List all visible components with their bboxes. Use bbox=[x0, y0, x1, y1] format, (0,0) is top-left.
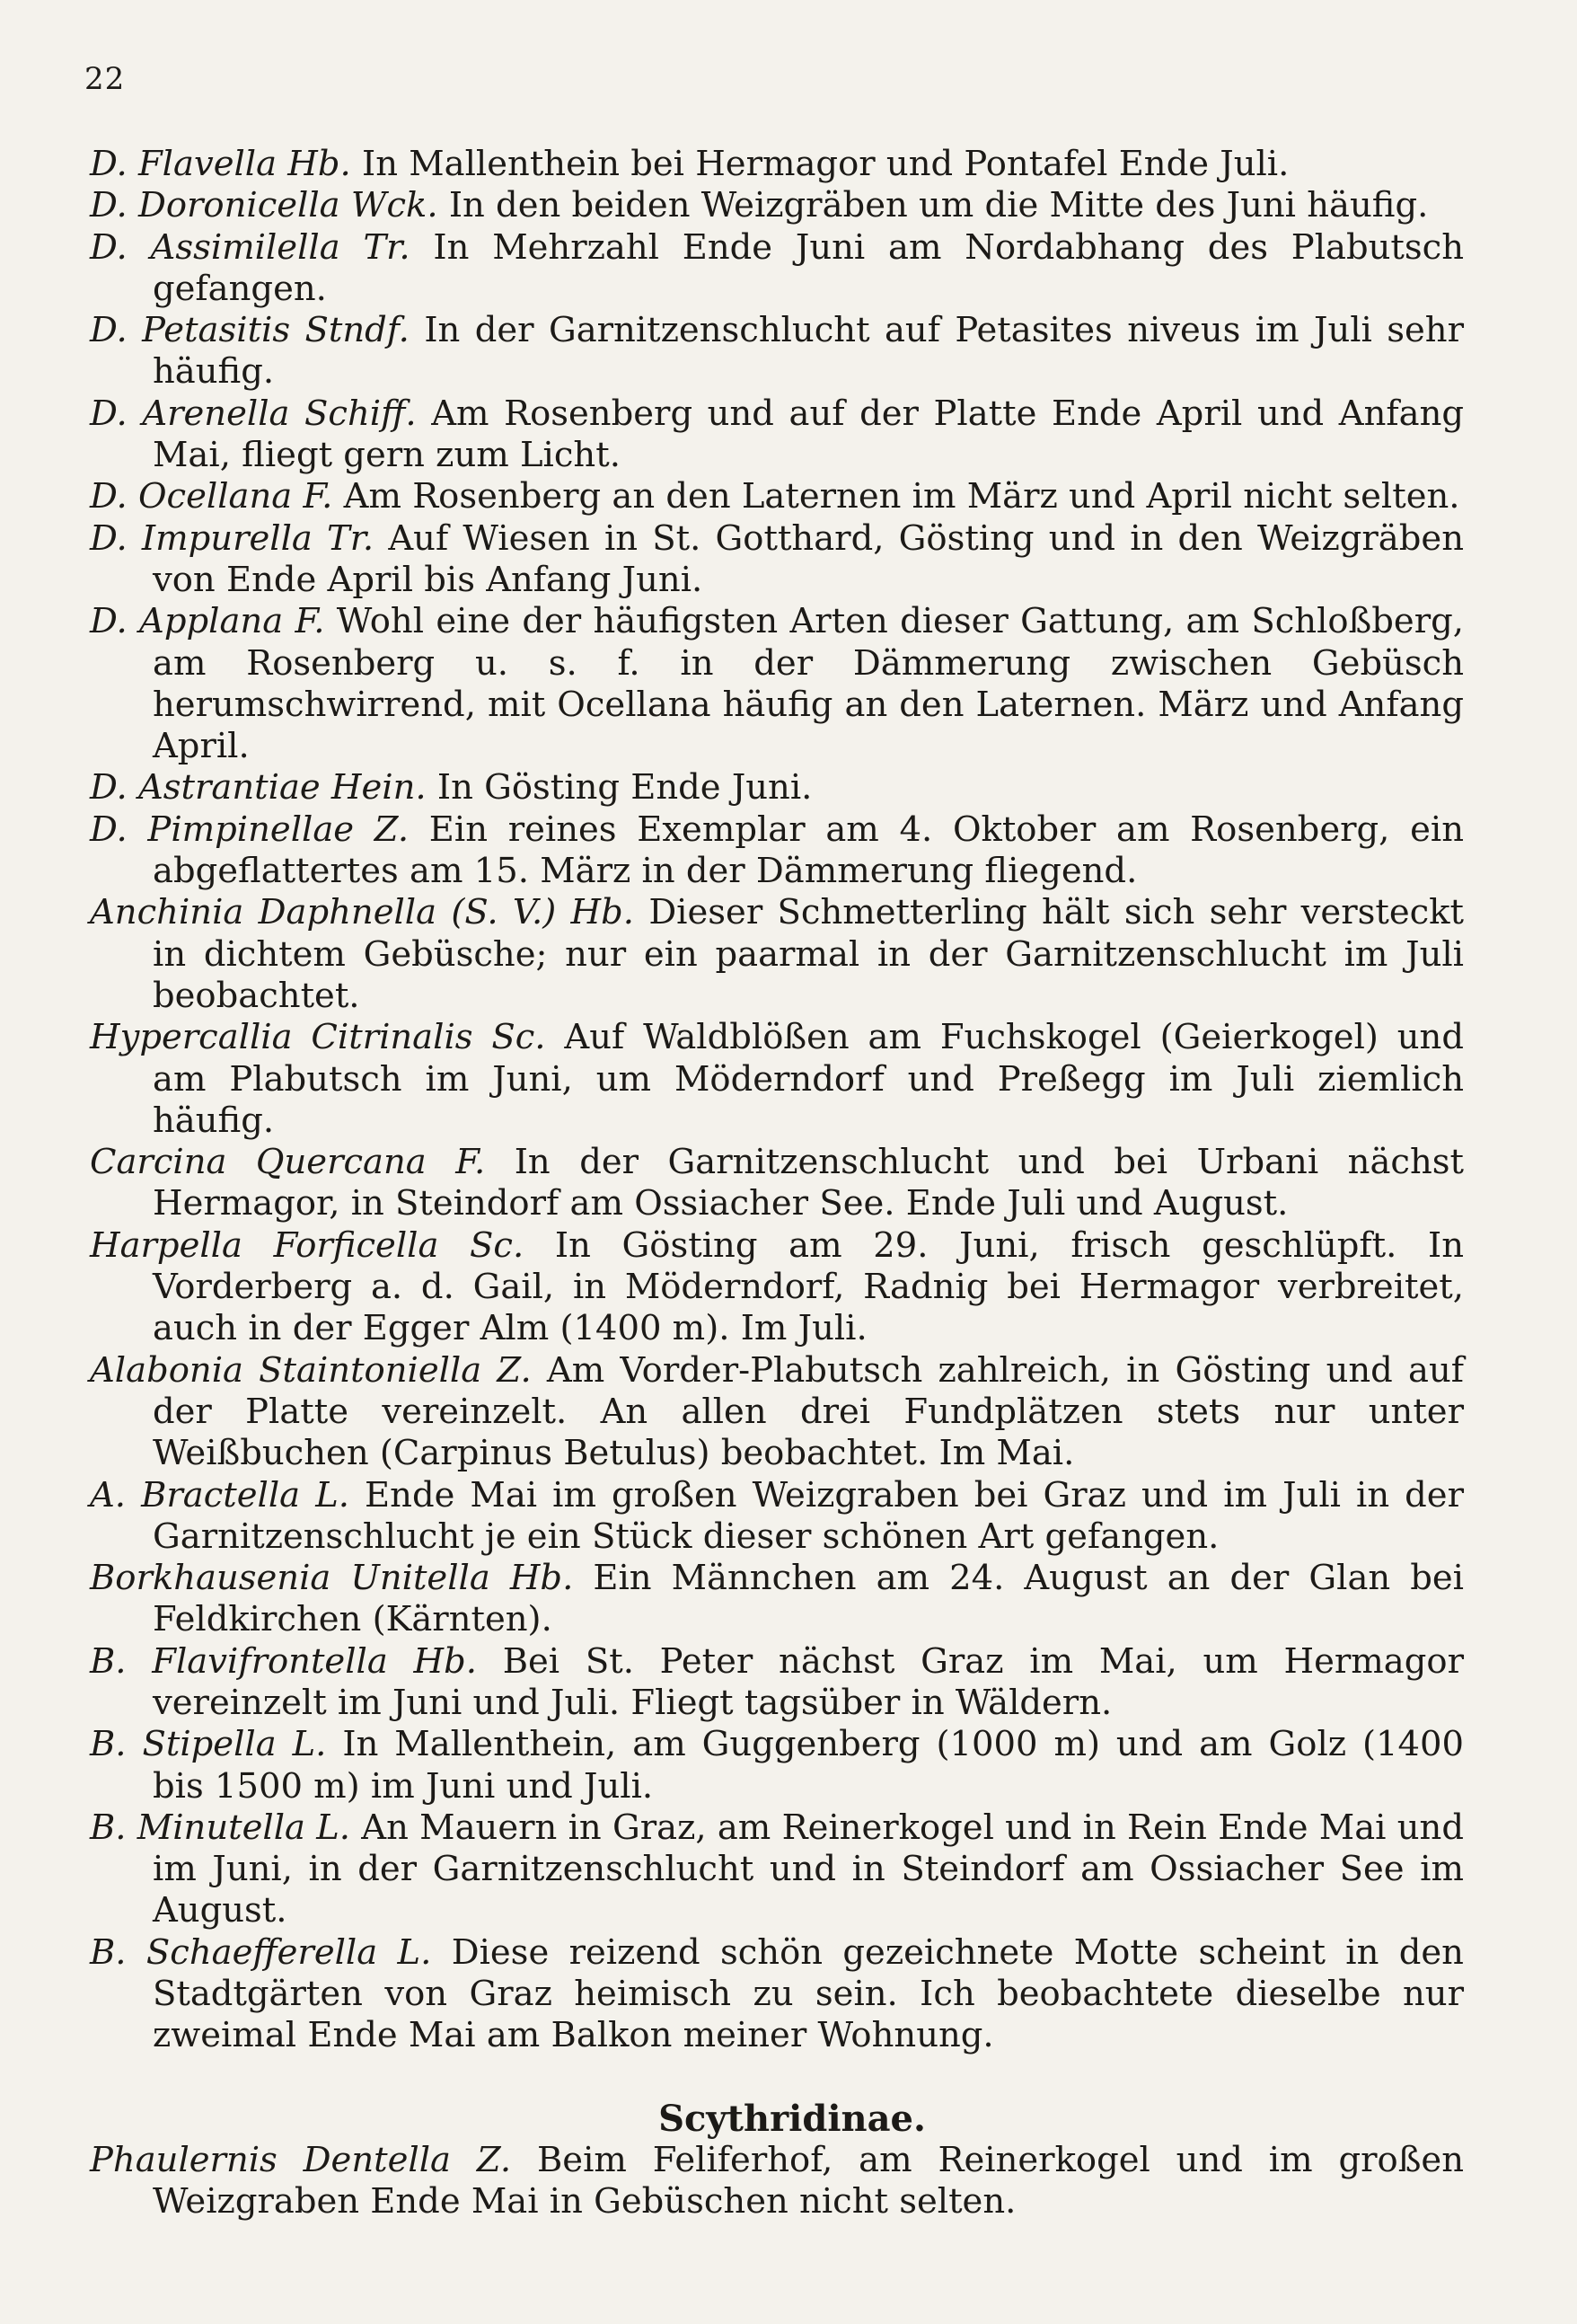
section-heading: Scythridinae. bbox=[658, 2097, 926, 2140]
species-entry bbox=[90, 1558, 1464, 1641]
species-description: Diese reizend schön gezeichnete Motte scheint in den Stadtgärten von Graz heimisch zu sein. Ich beobachtete dieselbe nur zweimal Ende Mai am Balkon meiner Wohnung. bbox=[153, 1931, 1464, 2056]
species-description: In der Garnitzenschlucht auf Petasites niveus im Juli sehr häufig. bbox=[153, 310, 1464, 393]
species-description: In Mehrzahl Ende Juni am Nordabhang des Plabutsch gefangen. bbox=[153, 226, 1464, 309]
species-name: Alabonia Staintoniella Z. bbox=[90, 1349, 532, 1391]
species-name: B. Stipella L. bbox=[90, 1724, 327, 1765]
species-entry bbox=[90, 1350, 1464, 1475]
species-entry bbox=[90, 1724, 1464, 1807]
species-name: D. Pimpinellae Z. bbox=[90, 809, 410, 850]
species-entry bbox=[90, 310, 1464, 393]
species-description: In Mallenthein, am Guggenberg (1000 m) und am Golz (1400 bis 1500 m) im Juni und Juli. bbox=[153, 1724, 1464, 1807]
species-entry bbox=[90, 892, 1464, 1017]
species-name: Borkhausenia Unitella Hb. bbox=[90, 1558, 574, 1599]
species-entry bbox=[90, 1807, 1464, 1932]
entry-list-before-heading bbox=[90, 144, 1464, 2057]
species-description: An Mauern in Graz, am Reinerkogel und in Rein Ende Mai und im Juni, in der Garnitzenschlucht und in Steindorf am Ossiacher See im August. bbox=[153, 1807, 1464, 1931]
species-entry bbox=[90, 767, 1464, 809]
page-number: 22 bbox=[84, 61, 126, 97]
species-name: Anchinia Daphnella (S. V.) Hb. bbox=[90, 892, 635, 933]
species-name: B. Minutella L. bbox=[90, 1807, 351, 1848]
species-description: Am Vorder-Plabutsch zahlreich, in Gösting und auf der Platte vereinzelt. An allen drei Fundplätzen stets nur unter Weißbuchen (Carpinus Betulus) beobachtet. Im Mai. bbox=[153, 1349, 1464, 1474]
species-name: B. Flavifrontella Hb. bbox=[90, 1640, 477, 1682]
species-entry bbox=[90, 227, 1464, 311]
species-description: In den beiden Weizgräben um die Mitte des Juni häufig. bbox=[437, 185, 1429, 226]
species-name: D. Applana F. bbox=[90, 601, 325, 642]
species-entry bbox=[90, 1142, 1464, 1225]
species-description: Auf Waldblößen am Fuchskogel (Geierkogel) und am Plabutsch im Juni, um Möderndorf und Preßegg im Juli ziemlich häufig. bbox=[153, 1017, 1464, 1141]
species-name: Carcina Quercana F. bbox=[90, 1142, 486, 1183]
species-entry bbox=[90, 185, 1464, 226]
species-description: Am Rosenberg an den Laternen im März und April nicht selten. bbox=[332, 476, 1460, 517]
species-description: In Mallenthein bei Hermagor und Pontafel Ende Juli. bbox=[350, 144, 1290, 184]
species-description: Am Rosenberg und auf der Platte Ende April und Anfang Mai, fliegt gern zum Licht. bbox=[153, 393, 1465, 476]
species-description: Bei St. Peter nächst Graz im Mai, um Hermagor vereinzelt im Juni und Juli. Fliegt tagsüber in Wäldern. bbox=[153, 1640, 1464, 1723]
species-name: Phaulernis Dentella Z. bbox=[90, 2139, 512, 2180]
species-entry bbox=[90, 1932, 1464, 2057]
species-entry bbox=[90, 809, 1464, 893]
species-entry bbox=[90, 144, 1464, 185]
species-description: In der Garnitzenschlucht und bei Urbani nächst Hermagor, in Steindorf am Ossiacher See. Ende Juli und August. bbox=[153, 1142, 1464, 1224]
species-entry bbox=[90, 1017, 1464, 1142]
species-name: D. Doronicella Wck. bbox=[90, 185, 438, 226]
species-description: Ein Männchen am 24. August an der Glan bei Feldkirchen (Kärnten). bbox=[153, 1558, 1464, 1640]
species-name: D. Ocellana F. bbox=[90, 476, 333, 517]
species-description: Wohl eine der häufigsten Arten dieser Gattung, am Schloßberg, am Rosenberg u. s. f. in der Dämmerung zwischen Gebüsch herumschwirrend, mit Ocellana häufig an den Laternen. März und Anfang April. bbox=[153, 601, 1464, 767]
species-name: D. Arenella Schiff. bbox=[90, 393, 417, 434]
species-entry bbox=[90, 1475, 1464, 1559]
species-entry bbox=[90, 1225, 1464, 1350]
species-entry bbox=[90, 2140, 1464, 2223]
species-entry bbox=[90, 601, 1464, 767]
species-entry bbox=[90, 476, 1464, 517]
species-description: Auf Wiesen in St. Gotthard, Gösting und in den Weizgräben von Ende April bis Anfang Juni. bbox=[153, 517, 1464, 600]
species-description: Ein reines Exemplar am 4. Oktober am Rosenberg, ein abgeflattertes am 15. März in der Dämmerung fliegend. bbox=[153, 809, 1464, 892]
species-name: D. Assimilella Tr. bbox=[90, 226, 410, 268]
species-description: Dieser Schmetterling hält sich sehr versteckt in dichtem Gebüsche; nur ein paarmal in der Garnitzenschlucht im Juli beobachtet. bbox=[153, 892, 1464, 1016]
entry-list-after-heading bbox=[90, 2140, 1464, 2223]
species-entry bbox=[90, 1641, 1464, 1725]
species-description: Ende Mai im großen Weizgraben bei Graz und im Juli in der Garnitzenschlucht je ein Stück dieser schönen Art gefangen. bbox=[153, 1474, 1464, 1557]
species-entry bbox=[90, 393, 1464, 477]
species-name: Hypercallia Citrinalis Sc. bbox=[90, 1017, 546, 1058]
species-name: D. Petasitis Stndf. bbox=[90, 310, 410, 351]
species-description: In Gösting am 29. Juni, frisch geschlüpft. In Vorderberg a. d. Gail, in Möderndorf, Radnig bei Hermagor verbreitet, auch in der Egger Alm (1400 m). Im Juli. bbox=[153, 1224, 1465, 1349]
species-name: D. Impurella Tr. bbox=[90, 517, 374, 559]
species-description: In Gösting Ende Juni. bbox=[426, 767, 813, 809]
species-description: Beim Feliferhof, am Reinerkogel und im großen Weizgraben Ende Mai in Gebüschen nicht selten. bbox=[153, 2139, 1464, 2222]
species-name: D. Flavella Hb. bbox=[90, 144, 351, 184]
species-name: D. Astrantiae Hein. bbox=[90, 767, 427, 809]
species-name: A. Bractella L. bbox=[90, 1474, 349, 1515]
page-content bbox=[90, 144, 1464, 2223]
species-name: Harpella Forficella Sc. bbox=[90, 1224, 524, 1266]
species-name: B. Schaefferella L. bbox=[90, 1931, 432, 1973]
species-entry bbox=[90, 518, 1464, 602]
